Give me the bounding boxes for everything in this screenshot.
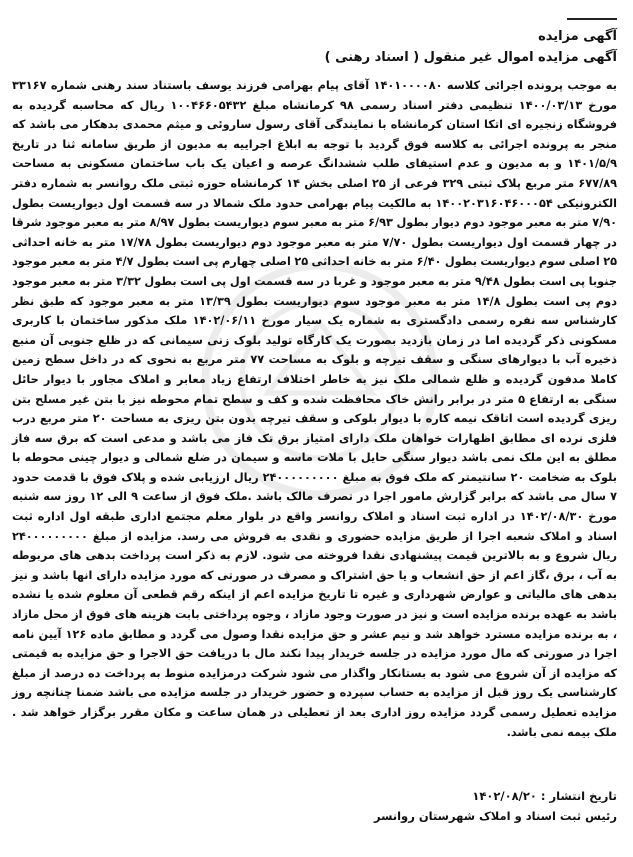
notice-body — [12, 76, 617, 742]
notice-footer — [14, 786, 617, 826]
notice-body-paragraph: به موجب پرونده اجرائی کلاسه ۱۴۰۱۰۰۰۰۸۰ آقای پیام بهرامی فرزند یوسف باستناد سند رهنی شماره ۳۳۱۶۷ مورخ ۱۴۰۰/۰۳/۱۳ تنظیمی دفتر اسناد رسمی ۹۸ کرمانشاه مبلغ ۱۰۰۴۶۶۰۵۴۳۲ ریال که محاسبه گردیده به فروشگاه زنجیره ای اتکا استان کرمانشاه با نمایندگی آقای رسول ساروئی و میثم محمدی بدهکار می باشد که منجر به پرونده اجرائی به کلاسه فوق گردید با توجه به ابلاغ اجراییه به مدیون از طریق سامانه ثنا در تاریخ ۱۴۰۱/۵/۹ و به مدیون و عدم استیفای طلب ششدانگ عرصه و اعیان یک باب ساختمان مسکونی به مساحت ۶۷۷/۸۹ متر مربع پلاک ثبتی ۳۲۹ فرعی از ۲۵ اصلی بخش ۱۴ کرمانشاه حوزه ثبتی ملک روانسر به شماره دفتر الکترونیکی ۱۴۰۰۲۰۳۱۶۰۴۶۰۰۰۵۴ به مالکیت پیام بهرامی حدود ملک شمالا در سه قسمت اول دیواریست بطول ۷/۹۰ متر به معبر موجود دوم دیوار بطول ۶/۹۳ متر به معبر سوم دیواریست بطول ۸/۹۷ متر به معبر موجود شرقا در چهار قسمت اول دیواریست بطول ۷/۷۰ متر به معبر موجود دوم دیواریست بطول ۱۷/۷۸ متر به خانه احداثی ۲۵ اصلی سوم دیواریست بطول ۶/۴۰ متر به خانه احداثی ۲۵ اصلی چهارم پی است بطول ۴/۷ متر به معبر موجود جنوبا پی است بطول ۹/۴۸ متر به معبر موجود و غربا در سه قسمت اول پی است بطول ۳/۳۲ متر به معبر موجود دوم پی است بطول ۱۴/۸ متر به معبر موجود سوم دیواریست بطول ۱۳/۳۹ متر به معبر موجود که طبق نظر کارشناس سه نفره رسمی دادگستری به شماره یک سیار مورخ ۱۴۰۲/۰۶/۱۱ ملک مذکور ساختمان با کاربری مسکونی ذکر گردیده اما در زمان بازدید بصورت یک کارگاه تولید بلوک زنی سیمانی که در ظلع جنوبی آن منبع ذخیره آب با دیوارهای سنگی و سقف تیرچه و بلوک به مساحت ۷۷ متر مربع به نحوی که در داخل سطح زمین کاملا مدفون گردیده و ظلع شمالی ملک نیز به خاطر اختلاف ارتفاع زیاد معابر و املاک مجاور با دیوار حائل سنگی به ارتفاع ۵ متر در برابر رانش خاک محافظت شده و کف و سطح تمام محوطه نیز با بتن غیر مسلح بتن ریزی گردیده است اتاقک نیمه کاره با دیوار بلوکی و سقف تیرچه بدون بتن ریزی به مساحت ۲۰ متر مربع درب فلزی نرده ای مطابق اظهارات خواهان ملک دارای امتیاز برق تک فاز می باشد و مدعی است که برق سه فاز مطلق به این ملک نمی باشد دیوار سنگی حایل با ملات ماسه و سیمان در ضلع شمالی و دیوار چینی محوطه با بلوک به ضخامت ۲۰ سانتیمتر که ملک فوق به مبلغ ۲۴۰۰۰۰۰۰۰۰۰ ریال ارزیابی شده و پلاک فوق با قدمت حدود ۷ سال می باشد که برابر گزارش مامور اجرا در تصرف مالک باشد .ملک فوق از ساعت ۹ الی ۱۲ روز سه شنبه مورخ ۱۴۰۲/۰۸/۳۰ در اداره ثبت اسناد و املاک روانسر واقع در بلوار معلم مجتمع اداری طبقه اول اداره ثبت اسناد و املاک شعبه اجرا از طریق مزایده حضوری و نقدی به فروش می رسد. مزایده از مبلغ ۲۴۰۰۰۰۰۰۰۰۰ ریال شروع و به بالاترین قیمت پیشنهادی نقدا فروخته می شود. لازم به ذکر است پرداخت بدهی های مربوطه به آب ، برق ،گاز اعم از حق انشعاب و یا حق اشتراک و مصرف در صورتی که مورد مزایده دارای انها باشد و نیز بدهی های مالیاتی و عوارض شهرداری و غیره تا تاریخ مزایده اعم از اینکه رقم قطعی آن معلوم شده یا نشده باشد به عهده برنده مزایده است و نیز در صورت وجود مازاد ، وجوه پرداختی بابت هزینه های فوق از محل مازاد ، به برنده مزایده مسترد خواهد شد و نیم عشر و حق مزایده نقدا وصول می گردد و مطابق ماده ۱۲۶ آیین نامه اجرا در صورتی که مال مورد مزایده در جلسه خریدار پیدا نکند مال با دریافت حق الاجرا و حق مزایده به قیمتی که مزایده از آن شروع می شود به بستانکار واگذار می شود شرکت درمزایده منوط به پرداخت ده درصد از مبلغ کارشناسی یک روز قبل از مزایده به حساب سپرده و حضور خریدار در جلسه مزایده می باشد ضمنا چنانچه روز مزایده تعطیل رسمی گردد مزایده روز اداری بعد از تعطیلی در همان ساعت و مکان مقرر برگزار خواهد شد . ملک بیمه نمی باشد. — [12, 79, 618, 739]
notice-subtitle: آگهی مزایده اموال غیر منقول ( اسناد رهنی ) — [324, 50, 617, 65]
notice-title: آگهی مزایده — [538, 29, 617, 44]
issuer-signature: رئیس ثبت اسناد و املاک شهرستان روانسر — [373, 809, 617, 823]
notice-header — [14, 28, 617, 68]
top-divider — [567, 18, 617, 20]
publication-date: تاریخ انتشار : ۱۴۰۲/۰۸/۲۰ — [472, 789, 617, 803]
